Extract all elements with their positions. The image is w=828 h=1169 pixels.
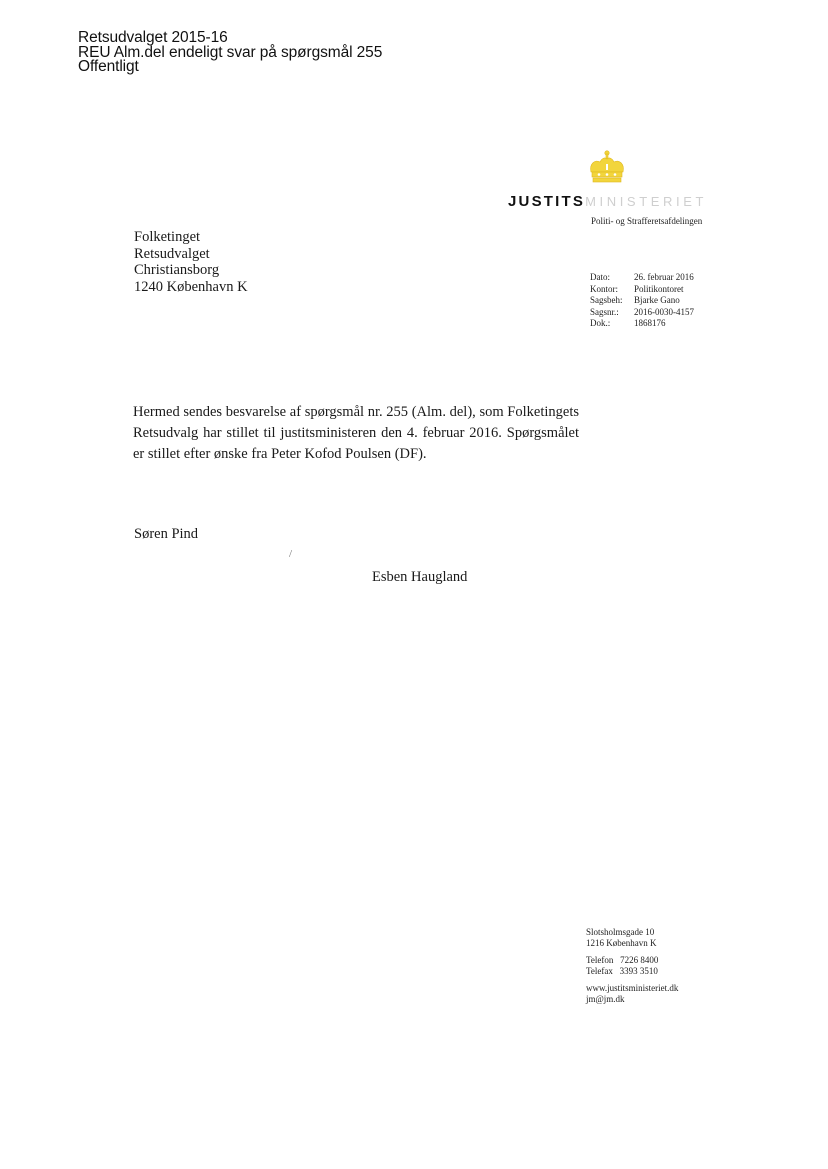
email-link[interactable]: jm@jm.dk xyxy=(586,993,625,1004)
case-metadata xyxy=(590,272,694,330)
address-line: 1216 København K xyxy=(586,937,657,948)
meta-value: 2016-0030-4157 xyxy=(634,306,694,317)
fax-line: Telefax 3393 3510 xyxy=(586,965,658,976)
meta-label: Sagsbeh: xyxy=(590,295,623,306)
meta-label: Dok.: xyxy=(590,318,611,329)
recipient-line: Christiansborg xyxy=(134,262,220,278)
phone-line: Telefon 7226 8400 xyxy=(586,955,659,965)
department-name: Politi- og Strafferetsafdelingen xyxy=(591,216,703,226)
meta-row-sagsbeh xyxy=(590,295,694,307)
meta-label: Kontor: xyxy=(590,283,618,294)
meta-value: 26. februar 2016 xyxy=(634,272,694,282)
minister-signature: Søren Pind xyxy=(134,526,199,542)
status-label: Offentligt xyxy=(78,58,139,75)
website-link[interactable]: www.justitsministeriet.dk xyxy=(586,983,679,993)
official-signature: Esben Haugland xyxy=(372,569,468,585)
meta-row-kontor xyxy=(590,284,694,296)
meta-label: Sagsnr.: xyxy=(590,306,619,317)
meta-value: Bjarke Gano xyxy=(634,295,680,306)
recipient-line: Retsudvalget xyxy=(134,245,210,262)
crown-icon xyxy=(587,150,627,188)
meta-label: Dato: xyxy=(590,272,610,282)
address-line: Slotsholmsgade 10 xyxy=(586,927,655,937)
recipient-line: 1240 København K xyxy=(134,278,248,295)
meta-value: Politikontoret xyxy=(634,283,684,294)
committee-title: Retsudvalget 2015-16 xyxy=(78,29,228,46)
body-paragraph: Hermed sendes besvarelse af spørgsmål nr. 255 (Alm. del), som Folketingets Retsudvalg har stillet til justitsministeren den 4. februar 2016. Spørgsmålet er stillet efter ønske fra Peter Kofod Poulsen (DF). xyxy=(133,404,579,462)
logo-word-light: MINISTERIET xyxy=(585,194,708,209)
meta-row-sagsnr xyxy=(590,307,694,319)
contact-footer xyxy=(586,927,678,1004)
recipient-address xyxy=(134,229,248,295)
meta-row-dato xyxy=(590,272,694,284)
document-stamp xyxy=(78,31,382,75)
signature-mark: / xyxy=(289,548,293,560)
logo-word-bold: JUSTITS xyxy=(508,193,586,210)
ministry-logo xyxy=(508,193,707,211)
meta-value: 1868176 xyxy=(634,318,666,329)
reference-title: REU Alm.del endeligt svar på spørgsmål 255 xyxy=(78,43,383,61)
meta-row-dok xyxy=(590,318,694,330)
recipient-line: Folketinget xyxy=(134,229,201,245)
